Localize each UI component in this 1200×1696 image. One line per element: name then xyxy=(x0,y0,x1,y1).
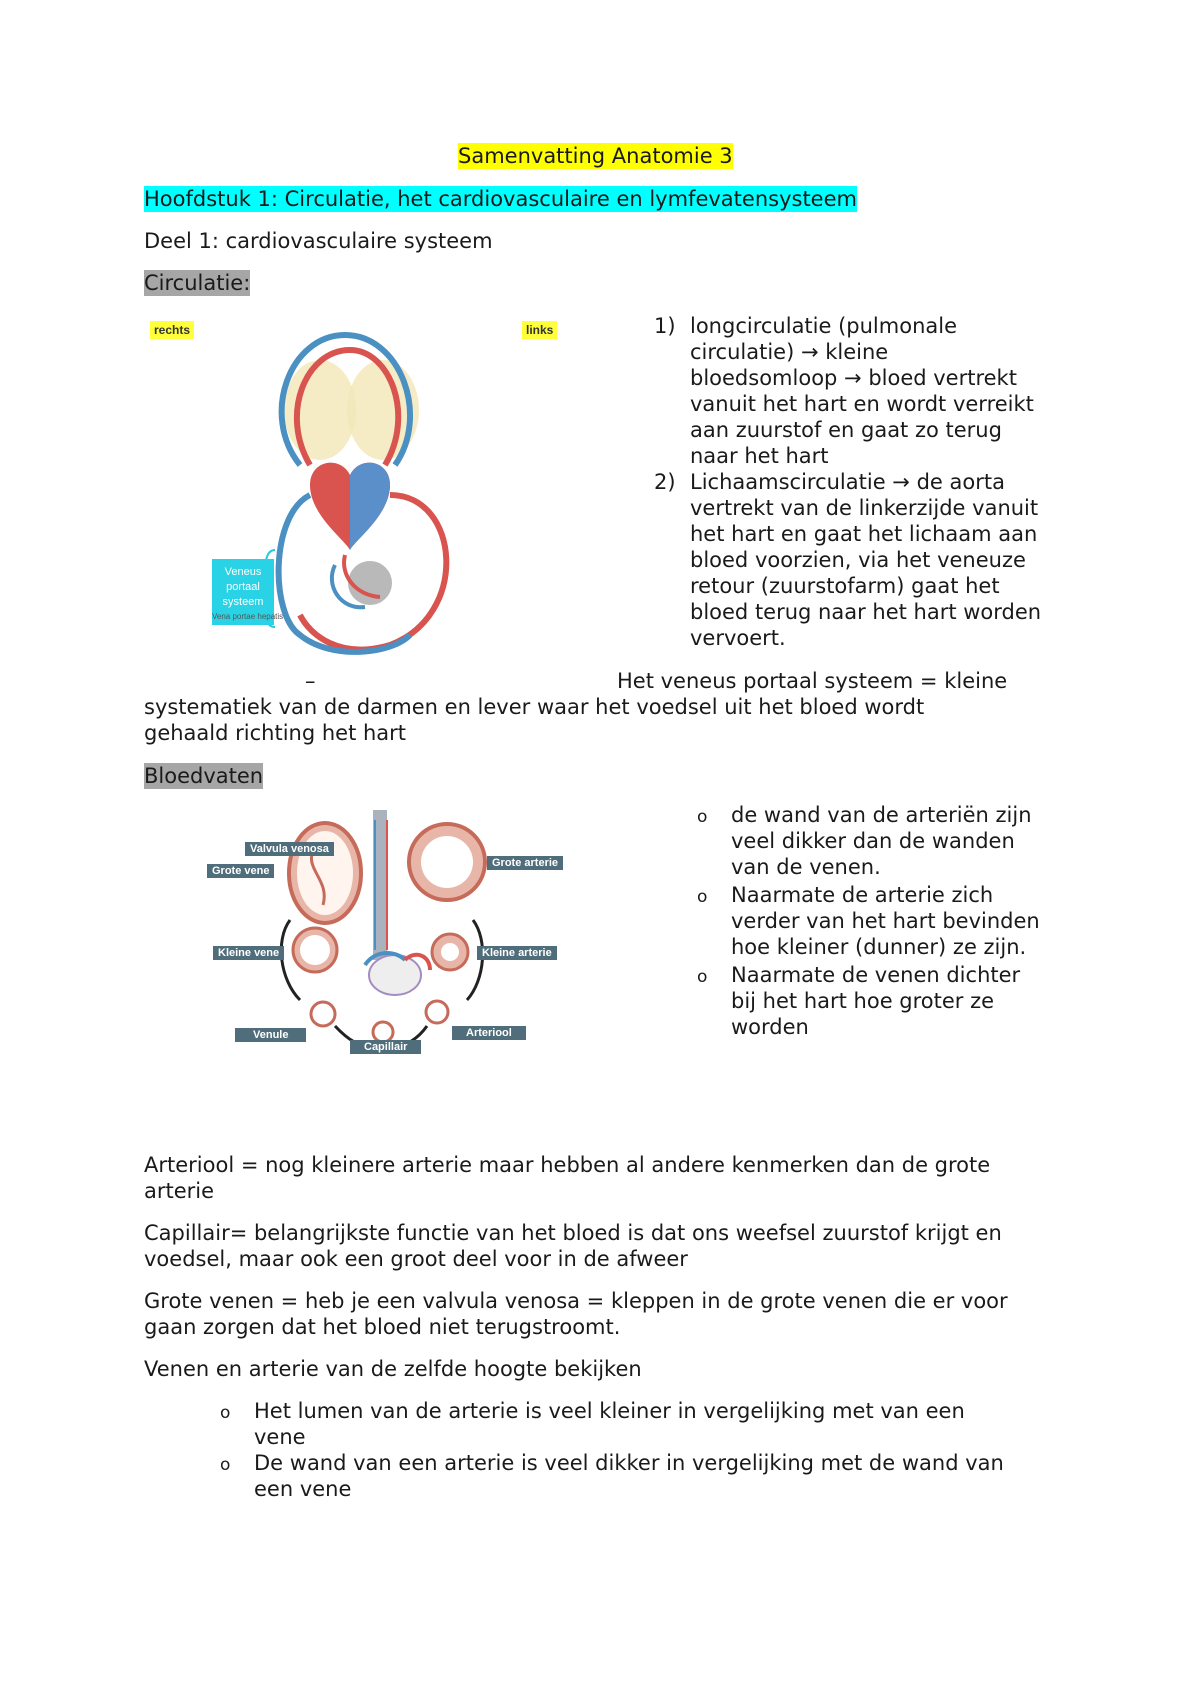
list-line: circulatie) → kleine xyxy=(690,340,889,364)
bullet-line: een vene xyxy=(254,1477,352,1501)
portal-box-line: systeem xyxy=(222,596,264,608)
label-grote-vene: Grote vene xyxy=(207,864,274,878)
bullet-marker: o xyxy=(220,1403,231,1423)
label-arteriool: Arteriool xyxy=(452,1026,526,1040)
bullet-line: Naarmate de venen dichter xyxy=(731,963,1021,987)
paragraph-grote-venen-line: Grote venen = heb je een valvula venosa = kleppen in de grote venen die er voor xyxy=(144,1289,1008,1313)
portal-box-line: Veneus xyxy=(224,566,262,578)
section-heading-bloedvaten: Bloedvaten xyxy=(144,764,264,788)
circulation-figure xyxy=(140,315,570,665)
bullet-marker: o xyxy=(697,887,708,907)
paragraph-capillair-line: voedsel, maar ook een groot deel voor in de afweer xyxy=(144,1247,688,1271)
portal-note-line: gehaald richting het hart xyxy=(144,721,407,745)
dash-bullet: – xyxy=(305,669,316,693)
bullet-line: Naarmate de arterie zich xyxy=(731,883,994,907)
portal-caption: Vena portae hepatis xyxy=(212,612,284,621)
bullet-marker: o xyxy=(220,1455,231,1475)
paragraph-capillair-line: Capillair= belangrijkste functie van het bloed is dat ons weefsel zuurstof krijgt en xyxy=(144,1221,1002,1245)
label-venule: Venule xyxy=(235,1028,306,1042)
bullet-line: van de venen. xyxy=(731,855,881,879)
paragraph-compare: Venen en arterie van de zelfde hoogte bekijken xyxy=(144,1357,642,1381)
bullet-line: verder van het hart bevinden xyxy=(731,909,1040,933)
portal-box-line: portaal xyxy=(226,581,260,593)
part-heading: Deel 1: cardiovasculaire systeem xyxy=(144,229,493,253)
bullet-line: worden xyxy=(731,1015,809,1039)
bullet-line: veel dikker dan de wanden xyxy=(731,829,1015,853)
list-line: bloed terug naar het hart worden xyxy=(690,600,1042,624)
list-line: naar het hart xyxy=(690,444,829,468)
bullet-marker: o xyxy=(697,807,708,827)
list-line: vervoert. xyxy=(690,626,786,650)
list-line: bloed voorzien, via het veneuze xyxy=(690,548,1026,572)
label-valvula-venosa: Valvula venosa xyxy=(245,842,334,856)
portal-note-line: systematiek van de darmen en lever waar het voedsel uit het bloed wordt xyxy=(144,695,925,719)
label-kleine-vene: Kleine vene xyxy=(213,946,284,960)
circulation-diagram xyxy=(140,315,570,665)
portal-note-line: Het veneus portaal systeem = kleine xyxy=(617,669,1008,693)
bullet-line: Het lumen van de arterie is veel kleiner in vergelijking met van een xyxy=(254,1399,965,1423)
label-grote-arterie: Grote arterie xyxy=(487,856,563,870)
list-line: longcirculatie (pulmonale xyxy=(690,314,958,338)
label-kleine-arterie: Kleine arterie xyxy=(477,946,557,960)
paragraph-arteriool-line: Arteriool = nog kleinere arterie maar hebben al andere kenmerken dan de grote xyxy=(144,1153,991,1177)
bullet-marker: o xyxy=(697,967,708,987)
bullet-line: bij het hart hoe groter ze xyxy=(731,989,995,1013)
list-number: 1) xyxy=(654,314,676,338)
figure-label-left: links xyxy=(522,321,557,339)
list-line: het hart en gaat het lichaam aan xyxy=(690,522,1038,546)
list-line: retour (zuurstofarm) gaat het xyxy=(690,574,1000,598)
bullet-line: hoe kleiner (dunner) ze zijn. xyxy=(731,935,1027,959)
bullet-line: vene xyxy=(254,1425,306,1449)
paragraph-grote-venen-line: gaan zorgen dat het bloed niet terugstroomt. xyxy=(144,1315,621,1339)
list-line: vanuit het hart en wordt verreikt xyxy=(690,392,1034,416)
list-line: Lichaamscirculatie → de aorta xyxy=(690,470,1005,494)
bullet-line: de wand van de arteriën zijn xyxy=(731,803,1032,827)
section-heading-circulatie: Circulatie: xyxy=(144,271,251,295)
list-line: aan zuurstof en gaat zo terug xyxy=(690,418,1002,442)
label-capillair: Capillair xyxy=(350,1040,421,1054)
figure-label-right: rechts xyxy=(150,321,194,339)
list-number: 2) xyxy=(654,470,676,494)
list-line: bloedsomloop → bloed vertrekt xyxy=(690,366,1017,390)
document-title: Samenvatting Anatomie 3 xyxy=(458,144,733,168)
bullet-line: De wand van een arterie is veel dikker in vergelijking met de wand van xyxy=(254,1451,1004,1475)
list-line: vertrekt van de linkerzijde vanuit xyxy=(690,496,1039,520)
paragraph-arteriool-line: arterie xyxy=(144,1179,215,1203)
chapter-heading: Hoofdstuk 1: Circulatie, het cardiovasculaire en lymfevatensysteem xyxy=(144,187,857,211)
blood-vessel-figure xyxy=(205,810,565,1060)
